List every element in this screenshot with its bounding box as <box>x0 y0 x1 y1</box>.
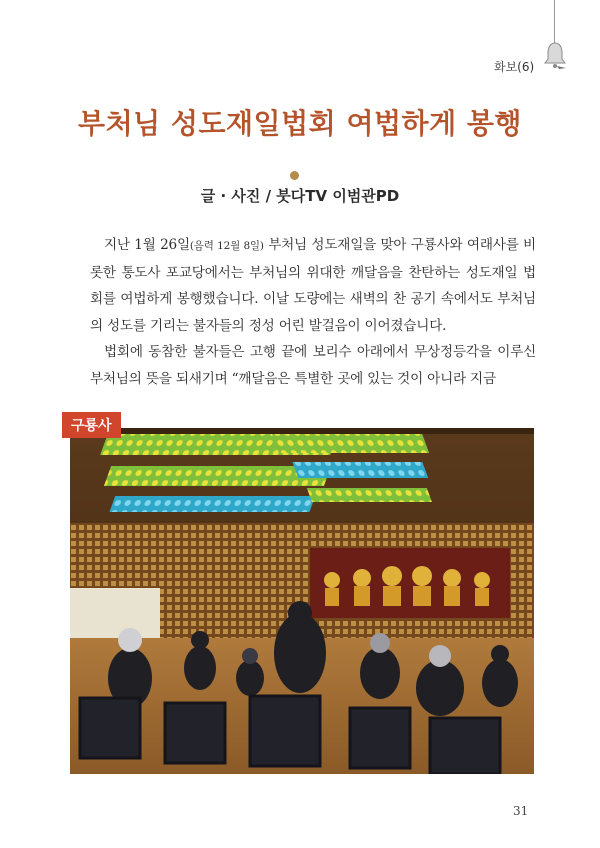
p1-text-b: 부처님 성도재일을 맞아 구룡사와 여래사를 비롯한 통도사 포교당에서는 부처님의 위대한 깨달음을 찬탄하는 성도재일 법회를 여법하게 봉행했습니다. 이날 도량에는 새벽의 찬 공기 속에서도 부처님의 성도를 기리는 불자들의 정성 어린 발걸음이 이어졌습니다. <box>90 237 536 334</box>
article-body <box>90 232 536 392</box>
page-number: 31 <box>513 804 529 818</box>
byline: 글 · 사진 / 붓다TV 이범관PD <box>200 187 400 205</box>
bell-icon <box>540 40 570 70</box>
title-dot <box>290 171 299 180</box>
temple-photo-illustration <box>70 428 534 774</box>
paragraph-2: 법회에 동참한 불자들은 고행 끝에 보리수 아래에서 무상정등각을 이루신 부처님의 뜻을 되새기며 “깨달음은 특별한 곳에 있는 것이 아니라 지금 <box>90 344 536 387</box>
p1-text-a: 지난 1월 26일 <box>104 237 190 253</box>
section-label: 화보(6) <box>494 60 535 74</box>
temple-photo <box>70 428 534 774</box>
paragraph-1 <box>90 232 536 339</box>
p1-lunar-date: (음력 12월 8일) <box>189 240 264 252</box>
photo-label: 구룡사 <box>62 412 121 438</box>
bell-string <box>554 0 555 44</box>
page-title: 부처님 성도재일법회 여법하게 봉행 <box>78 107 522 140</box>
